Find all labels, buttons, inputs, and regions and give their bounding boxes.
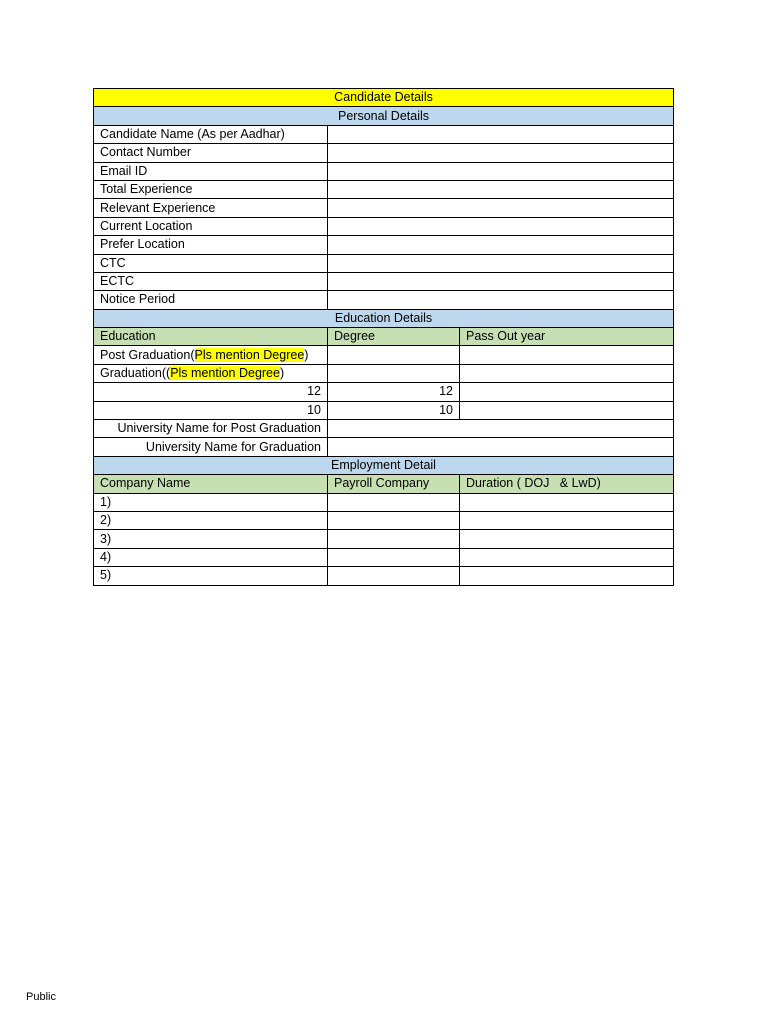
title-row xyxy=(94,89,674,107)
personal-row xyxy=(94,199,674,217)
twelfth-degree-value: 12 xyxy=(328,383,460,401)
personal-row xyxy=(94,291,674,309)
graduation-row xyxy=(94,364,674,382)
payroll-company-cell[interactable] xyxy=(328,530,460,548)
employment-row-number: 3) xyxy=(94,530,328,548)
prefer-location-value-cell[interactable] xyxy=(328,236,674,254)
candidate-details-table xyxy=(93,88,674,586)
current-location-value-cell[interactable] xyxy=(328,217,674,235)
total-experience-value-cell[interactable] xyxy=(328,180,674,198)
personal-row xyxy=(94,162,674,180)
form-title: Candidate Details xyxy=(94,89,674,107)
personal-row xyxy=(94,272,674,290)
personal-row xyxy=(94,180,674,198)
duration-cell[interactable] xyxy=(460,493,674,511)
payroll-company-cell[interactable] xyxy=(328,511,460,529)
personal-row xyxy=(94,217,674,235)
post-graduation-label: Post Graduation( xyxy=(100,347,195,362)
tenth-row xyxy=(94,401,674,419)
personal-field-label: Email ID xyxy=(94,162,328,180)
personal-row xyxy=(94,254,674,272)
duration-cell[interactable] xyxy=(460,548,674,566)
post-graduation-suffix: ) xyxy=(304,347,309,362)
employment-row-number: 4) xyxy=(94,548,328,566)
university-pg-label: University Name for Post Graduation xyxy=(94,420,328,438)
personal-row xyxy=(94,236,674,254)
employment-row-number: 2) xyxy=(94,511,328,529)
employment-row-number: 1) xyxy=(94,493,328,511)
post-graduation-row xyxy=(94,346,674,364)
graduation-label-cell xyxy=(94,364,328,382)
payroll-company-cell[interactable] xyxy=(328,493,460,511)
personal-field-label: CTC xyxy=(94,254,328,272)
university-pg-value-cell[interactable] xyxy=(328,420,674,438)
employment-section-header: Employment Detail xyxy=(94,456,674,474)
tenth-degree-value: 10 xyxy=(328,401,460,419)
degree-column-header: Degree xyxy=(328,328,460,346)
twelfth-year-cell[interactable] xyxy=(460,383,674,401)
post-graduation-degree-cell[interactable] xyxy=(328,346,460,364)
payroll-company-column-header: Payroll Company xyxy=(328,475,460,493)
personal-field-label: Total Experience xyxy=(94,180,328,198)
employment-column-header-row xyxy=(94,475,674,493)
graduation-suffix: ) xyxy=(279,366,285,381)
university-grad-label: University Name for Graduation xyxy=(94,438,328,456)
ctc-value-cell[interactable] xyxy=(328,254,674,272)
duration-cell[interactable] xyxy=(460,567,674,585)
personal-field-label: Candidate Name (As per Aadhar) xyxy=(94,125,328,143)
candidate-name-value-cell[interactable] xyxy=(328,125,674,143)
payroll-company-cell[interactable] xyxy=(328,567,460,585)
duration-cell[interactable] xyxy=(460,511,674,529)
university-grad-value-cell[interactable] xyxy=(328,438,674,456)
education-column-header: Education xyxy=(94,328,328,346)
personal-section-row xyxy=(94,107,674,125)
twelfth-row xyxy=(94,383,674,401)
notice-period-value-cell[interactable] xyxy=(328,291,674,309)
education-section-row xyxy=(94,309,674,327)
personal-field-label: Current Location xyxy=(94,217,328,235)
employment-row xyxy=(94,548,674,566)
personal-row xyxy=(94,144,674,162)
personal-row xyxy=(94,125,674,143)
personal-field-label: Notice Period xyxy=(94,291,328,309)
personal-field-label: ECTC xyxy=(94,272,328,290)
ectc-value-cell[interactable] xyxy=(328,272,674,290)
post-graduation-label-cell xyxy=(94,346,328,364)
payroll-company-cell[interactable] xyxy=(328,548,460,566)
graduation-degree-cell[interactable] xyxy=(328,364,460,382)
education-section-header: Education Details xyxy=(94,309,674,327)
employment-row xyxy=(94,493,674,511)
personal-section-header: Personal Details xyxy=(94,107,674,125)
contact-number-value-cell[interactable] xyxy=(328,144,674,162)
email-value-cell[interactable] xyxy=(328,162,674,180)
duration-cell[interactable] xyxy=(460,530,674,548)
post-graduation-year-cell[interactable] xyxy=(460,346,674,364)
personal-field-label: Prefer Location xyxy=(94,236,328,254)
tenth-education-value: 10 xyxy=(94,401,328,419)
post-graduation-degree-note: Pls mention Degree xyxy=(194,347,305,362)
twelfth-education-value: 12 xyxy=(94,383,328,401)
university-grad-row xyxy=(94,438,674,456)
university-pg-row xyxy=(94,420,674,438)
pass-out-year-column-header: Pass Out year xyxy=(460,328,674,346)
employment-row xyxy=(94,530,674,548)
duration-column-header: Duration ( DOJ & LwD) xyxy=(460,475,674,493)
education-column-header-row xyxy=(94,328,674,346)
graduation-degree-note: Pls mention Degree xyxy=(170,366,280,381)
relevant-experience-value-cell[interactable] xyxy=(328,199,674,217)
graduation-year-cell[interactable] xyxy=(460,364,674,382)
employment-row xyxy=(94,567,674,585)
personal-field-label: Relevant Experience xyxy=(94,199,328,217)
employment-row xyxy=(94,511,674,529)
company-name-column-header: Company Name xyxy=(94,475,328,493)
employment-section-row xyxy=(94,456,674,474)
personal-field-label: Contact Number xyxy=(94,144,328,162)
tenth-year-cell[interactable] xyxy=(460,401,674,419)
footer-label: Public xyxy=(26,991,56,1003)
graduation-label: Graduation(( xyxy=(100,366,171,381)
employment-row-number: 5) xyxy=(94,567,328,585)
